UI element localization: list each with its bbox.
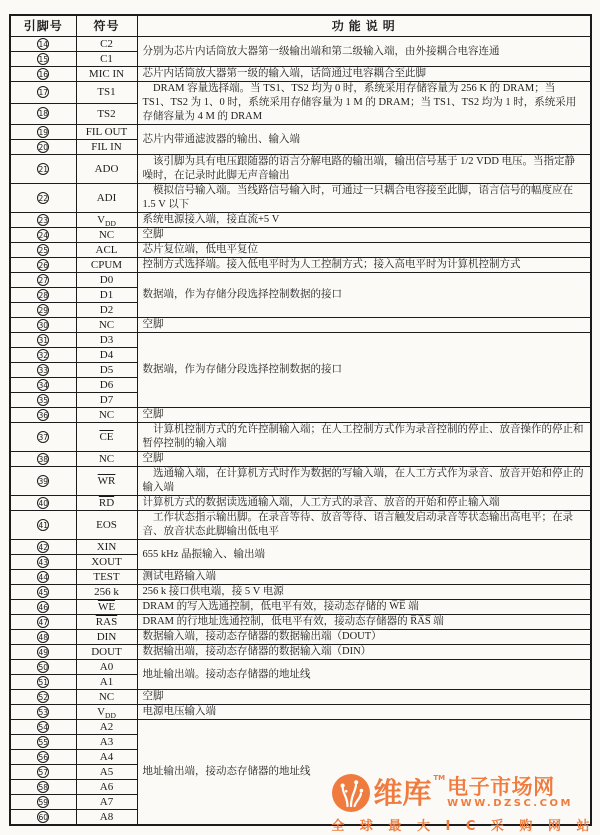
pin-symbol: $\overline{WR}$ bbox=[76, 467, 137, 496]
table-row bbox=[10, 645, 591, 660]
pin-number-cell bbox=[10, 720, 76, 735]
pin-number-badge: 28 bbox=[38, 290, 49, 300]
pin-symbol: A2 bbox=[76, 720, 137, 735]
pin-symbol: NC bbox=[76, 318, 137, 333]
pin-number-badge: 36 bbox=[38, 410, 49, 420]
pin-symbol: NC bbox=[76, 228, 137, 243]
pin-description: 数据输出端，接动态存储器的数据输入端（DIN） bbox=[137, 645, 591, 660]
pin-symbol: EOS bbox=[76, 511, 137, 540]
header-function: 功 能 说 明 bbox=[137, 15, 591, 37]
pin-number-cell bbox=[10, 452, 76, 467]
pin-number-badge: 44 bbox=[38, 572, 49, 582]
pin-description: 分别为芯片内话筒放大器第一级输出端和第二级输入端，由外接耦合电容连通 bbox=[137, 37, 591, 67]
table-row bbox=[10, 585, 591, 600]
pin-symbol: DIN bbox=[76, 630, 137, 645]
pin-symbol: D2 bbox=[76, 303, 137, 318]
pin-symbol: FIL OUT bbox=[76, 125, 137, 140]
pin-number-badge: 39 bbox=[38, 476, 49, 486]
pin-number-cell bbox=[10, 288, 76, 303]
pin-number-cell bbox=[10, 705, 76, 720]
pin-number-cell bbox=[10, 570, 76, 585]
table-row bbox=[10, 630, 591, 645]
pin-number-badge: 23 bbox=[38, 215, 49, 225]
pin-function-table bbox=[9, 14, 592, 826]
table-row bbox=[10, 660, 591, 675]
pin-number-cell bbox=[10, 82, 76, 104]
pin-symbol: A6 bbox=[76, 780, 137, 795]
pin-number-badge: 25 bbox=[38, 245, 49, 255]
pin-description: 选通输入端，在计算机方式时作为数据的写输入端，在人工方式作为录音、放音开始和停止的输入端 bbox=[137, 467, 591, 496]
pin-number-badge: 33 bbox=[38, 365, 49, 375]
pin-number-cell bbox=[10, 750, 76, 765]
table-row bbox=[10, 615, 591, 630]
pin-description: 芯片内带通滤波器的输出、输入端 bbox=[137, 125, 591, 155]
pin-description: 控制方式选择端。接入低电平时为人工控制方式；接入高电平时为计算机控制方式 bbox=[137, 258, 591, 273]
pin-symbol: FIL IN bbox=[76, 140, 137, 155]
pin-description: 655 kHz 晶振输入、输出端 bbox=[137, 540, 591, 570]
pin-number-cell bbox=[10, 333, 76, 348]
pin-number-badge: 20 bbox=[38, 142, 49, 152]
watermark-brand-market: 电子市场网 bbox=[447, 775, 555, 799]
pin-symbol: TEST bbox=[76, 570, 137, 585]
pin-symbol: D0 bbox=[76, 273, 137, 288]
pin-symbol: $\overline{CE}$ bbox=[76, 423, 137, 452]
pin-description: 芯片内话筒放大器第一级的输入端，话筒通过电容耦合至此脚 bbox=[137, 67, 591, 82]
pin-number-cell bbox=[10, 348, 76, 363]
pin-symbol: D1 bbox=[76, 288, 137, 303]
header-symbol: 符号 bbox=[76, 15, 137, 37]
table-row bbox=[10, 243, 591, 258]
pin-symbol: TS1 bbox=[76, 82, 137, 104]
pin-number-badge: 17 bbox=[38, 87, 49, 97]
table-row bbox=[10, 511, 591, 540]
pin-number-cell bbox=[10, 675, 76, 690]
pin-number-badge: 53 bbox=[38, 707, 49, 717]
pin-number-badge: 52 bbox=[38, 692, 49, 702]
pin-description: 工作状态指示输出脚。在录音等待、放音等待、语言触发启动录音等状态输出高电平；在录音、放音状态此脚输出低电平 bbox=[137, 511, 591, 540]
pin-number-cell bbox=[10, 378, 76, 393]
pin-table-body bbox=[10, 37, 591, 826]
watermark-brand-weiku: 维库 bbox=[373, 775, 432, 810]
pin-description: 数据端，作为存储分段选择控制数据的接口 bbox=[137, 273, 591, 318]
table-row bbox=[10, 82, 591, 104]
pin-number-cell bbox=[10, 213, 76, 228]
pin-symbol: C1 bbox=[76, 52, 137, 67]
pin-symbol: NC bbox=[76, 452, 137, 467]
pin-number-cell bbox=[10, 810, 76, 826]
pin-number-badge: 45 bbox=[38, 587, 49, 597]
pin-number-badge: 48 bbox=[38, 632, 49, 642]
pin-symbol: D7 bbox=[76, 393, 137, 408]
table-row bbox=[10, 318, 591, 333]
pin-number-badge: 56 bbox=[38, 752, 49, 762]
weiku-circuit-logo-icon bbox=[331, 773, 371, 813]
pin-number-cell bbox=[10, 37, 76, 52]
table-row bbox=[10, 213, 591, 228]
pin-number-cell bbox=[10, 258, 76, 273]
pin-number-badge: 29 bbox=[38, 305, 49, 315]
pin-symbol: D6 bbox=[76, 378, 137, 393]
pin-number-cell bbox=[10, 408, 76, 423]
header-pin-number: 引脚号 bbox=[10, 15, 76, 37]
pin-number-badge: 34 bbox=[38, 380, 49, 390]
pin-number-badge: 58 bbox=[38, 782, 49, 792]
pin-description: 空脚 bbox=[137, 690, 591, 705]
pin-number-badge: 31 bbox=[38, 335, 49, 345]
pin-description: 数据输入端，接动态存储器的数据输出端（DOUT） bbox=[137, 630, 591, 645]
table-row bbox=[10, 258, 591, 273]
table-row bbox=[10, 496, 591, 511]
pin-number-badge: 41 bbox=[38, 520, 49, 530]
pin-symbol: $\overline{WE}$ bbox=[76, 600, 137, 615]
watermark bbox=[331, 773, 595, 834]
pin-number-badge: 27 bbox=[38, 275, 49, 285]
pin-number-badge: 19 bbox=[38, 127, 49, 137]
pin-number-cell bbox=[10, 125, 76, 140]
pin-number-badge: 43 bbox=[38, 557, 49, 567]
table-row bbox=[10, 705, 591, 720]
pin-symbol: ADI bbox=[76, 184, 137, 213]
pin-description: 数据端，作为存储分段选择控制数据的接口 bbox=[137, 333, 591, 408]
table-row bbox=[10, 155, 591, 184]
watermark-tm-mark: TM bbox=[433, 774, 446, 782]
table-row bbox=[10, 184, 591, 213]
pin-number-cell bbox=[10, 184, 76, 213]
pin-number-badge: 60 bbox=[38, 812, 49, 822]
pin-number-badge: 16 bbox=[38, 69, 49, 79]
pin-number-badge: 32 bbox=[38, 350, 49, 360]
pin-number-cell bbox=[10, 393, 76, 408]
pin-symbol: A1 bbox=[76, 675, 137, 690]
pin-number-badge: 14 bbox=[38, 39, 49, 49]
pin-description: 空脚 bbox=[137, 318, 591, 333]
pin-number-badge: 46 bbox=[38, 602, 49, 612]
pin-description: 地址输出端。接动态存储器的地址线 bbox=[137, 660, 591, 690]
pin-symbol: TS2 bbox=[76, 103, 137, 125]
table-row bbox=[10, 467, 591, 496]
table-row bbox=[10, 720, 591, 735]
watermark-url: WWW.DZSC.COM bbox=[447, 798, 573, 809]
pin-number-badge: 51 bbox=[38, 677, 49, 687]
pin-description: DRAM 的行地址选通控制，低电平有效，接动态存储器的 R̅A̅S̅ 端 bbox=[137, 615, 591, 630]
pin-number-cell bbox=[10, 228, 76, 243]
pin-symbol: ACL bbox=[76, 243, 137, 258]
pin-description: 计算机控制方式的允许控制输入端；在人工控制方式作为录音控制的停止、放音操作的停止和暂停控制的输入端 bbox=[137, 423, 591, 452]
watermark-brand-row bbox=[331, 773, 595, 813]
table-header-row bbox=[10, 15, 591, 37]
pin-number-cell bbox=[10, 645, 76, 660]
pin-number-badge: 59 bbox=[38, 797, 49, 807]
pin-number-cell bbox=[10, 630, 76, 645]
pin-symbol: D4 bbox=[76, 348, 137, 363]
pin-symbol: $\overline{RD}$ bbox=[76, 496, 137, 511]
pin-number-cell bbox=[10, 615, 76, 630]
pin-number-cell bbox=[10, 52, 76, 67]
pin-description: 测试电路输入端 bbox=[137, 570, 591, 585]
pin-number-cell bbox=[10, 540, 76, 555]
pin-description: 计算机方式的数据读选通输入端，人工方式的录音、放音的开始和停止输入端 bbox=[137, 496, 591, 511]
pin-symbol: $V_{DD}$ bbox=[76, 213, 137, 228]
pin-symbol: A7 bbox=[76, 795, 137, 810]
pin-number-badge: 57 bbox=[38, 767, 49, 777]
pin-symbol: NC bbox=[76, 408, 137, 423]
pin-number-badge: 40 bbox=[38, 498, 49, 508]
pin-symbol: C2 bbox=[76, 37, 137, 52]
pin-number-cell bbox=[10, 273, 76, 288]
pin-number-cell bbox=[10, 600, 76, 615]
pin-symbol: D5 bbox=[76, 363, 137, 378]
pin-number-cell bbox=[10, 467, 76, 496]
table-row bbox=[10, 452, 591, 467]
pin-number-cell bbox=[10, 511, 76, 540]
pin-number-cell bbox=[10, 155, 76, 184]
pin-number-badge: 26 bbox=[38, 260, 49, 270]
table-row bbox=[10, 228, 591, 243]
pin-description: 256 k 接口供电端，接 5 V 电源 bbox=[137, 585, 591, 600]
pin-symbol: A3 bbox=[76, 735, 137, 750]
pin-symbol: XOUT bbox=[76, 555, 137, 570]
pin-symbol: $\overline{RAS}$ bbox=[76, 615, 137, 630]
pin-number-cell bbox=[10, 795, 76, 810]
pin-number-badge: 35 bbox=[38, 395, 49, 405]
pin-symbol: A5 bbox=[76, 765, 137, 780]
pin-symbol: A4 bbox=[76, 750, 137, 765]
pin-number-badge: 55 bbox=[38, 737, 49, 747]
pin-description: DRAM 的写入选通控制，低电平有效，接动态存储的 W̅E̅ 端 bbox=[137, 600, 591, 615]
pin-number-cell bbox=[10, 690, 76, 705]
pin-number-cell bbox=[10, 555, 76, 570]
pin-description: 系统电源接入端，接直流+5 V bbox=[137, 213, 591, 228]
table-row bbox=[10, 125, 591, 140]
pin-symbol: 256 k bbox=[76, 585, 137, 600]
pin-number-badge: 15 bbox=[38, 54, 49, 64]
pin-symbol: NC bbox=[76, 690, 137, 705]
pin-symbol: CPUM bbox=[76, 258, 137, 273]
pin-symbol: MIC IN bbox=[76, 67, 137, 82]
pin-number-cell bbox=[10, 735, 76, 750]
table-row bbox=[10, 333, 591, 348]
pin-description: 地址输出端，接动态存储器的地址线 bbox=[137, 720, 591, 826]
pin-number-cell bbox=[10, 140, 76, 155]
pin-number-badge: 47 bbox=[38, 617, 49, 627]
table-row bbox=[10, 67, 591, 82]
pin-number-badge: 24 bbox=[38, 230, 49, 240]
table-row bbox=[10, 423, 591, 452]
pin-number-badge: 49 bbox=[38, 647, 49, 657]
pin-number-cell bbox=[10, 103, 76, 125]
pin-symbol: XIN bbox=[76, 540, 137, 555]
pin-number-badge: 50 bbox=[38, 662, 49, 672]
pin-description: 空脚 bbox=[137, 452, 591, 467]
pin-number-cell bbox=[10, 423, 76, 452]
pin-number-badge: 18 bbox=[38, 109, 49, 119]
watermark-tagline: 全 球 最 大 I C 采 购 网 站 bbox=[331, 819, 595, 834]
document-page bbox=[9, 14, 592, 826]
pin-symbol: A8 bbox=[76, 810, 137, 826]
table-row bbox=[10, 570, 591, 585]
pin-number-badge: 38 bbox=[38, 454, 49, 464]
pin-symbol: DOUT bbox=[76, 645, 137, 660]
pin-number-cell bbox=[10, 243, 76, 258]
pin-number-cell bbox=[10, 780, 76, 795]
table-row bbox=[10, 37, 591, 52]
pin-description: 空脚 bbox=[137, 228, 591, 243]
pin-description: DRAM 容量选择端。当 TS1、TS2 均为 0 时，系统采用存储容量为 256 K 的 DRAM；当 TS1、TS2 为 1、0 时，系统采用存储容量为 1 M 的 DRAM；当 TS1、TS2 均为 1 时，系统采用存储容量为 4 M 的 DRAM bbox=[137, 82, 591, 125]
pin-symbol: ADO bbox=[76, 155, 137, 184]
pin-symbol: D3 bbox=[76, 333, 137, 348]
table-row bbox=[10, 600, 591, 615]
pin-number-badge: 22 bbox=[38, 193, 49, 203]
pin-number-cell bbox=[10, 660, 76, 675]
pin-number-cell bbox=[10, 318, 76, 333]
pin-description: 空脚 bbox=[137, 408, 591, 423]
pin-number-badge: 30 bbox=[38, 320, 49, 330]
pin-description: 模拟信号输入端。当线路信号输入时，可通过一只耦合电容接至此脚，语言信号的幅度应在 1.5 V 以下 bbox=[137, 184, 591, 213]
pin-number-cell bbox=[10, 765, 76, 780]
pin-number-cell bbox=[10, 303, 76, 318]
pin-number-cell bbox=[10, 67, 76, 82]
pin-description: 芯片复位端，低电平复位 bbox=[137, 243, 591, 258]
pin-number-cell bbox=[10, 496, 76, 511]
pin-number-cell bbox=[10, 585, 76, 600]
table-row bbox=[10, 690, 591, 705]
pin-number-cell bbox=[10, 363, 76, 378]
pin-description: 电源电压输入端 bbox=[137, 705, 591, 720]
table-row bbox=[10, 273, 591, 288]
pin-number-badge: 42 bbox=[38, 542, 49, 552]
pin-symbol: $V_{DD}$ bbox=[76, 705, 137, 720]
pin-number-badge: 54 bbox=[38, 722, 49, 732]
table-row bbox=[10, 408, 591, 423]
pin-description: 该引脚为具有电压跟随器的语言分解电路的输出端，输出信号基于 1/2 VDD 电压。当指定静噪时，在记录时此脚无声音输出 bbox=[137, 155, 591, 184]
pin-number-badge: 37 bbox=[38, 432, 49, 442]
table-row bbox=[10, 540, 591, 555]
pin-number-badge: 21 bbox=[38, 164, 49, 174]
pin-symbol: A0 bbox=[76, 660, 137, 675]
